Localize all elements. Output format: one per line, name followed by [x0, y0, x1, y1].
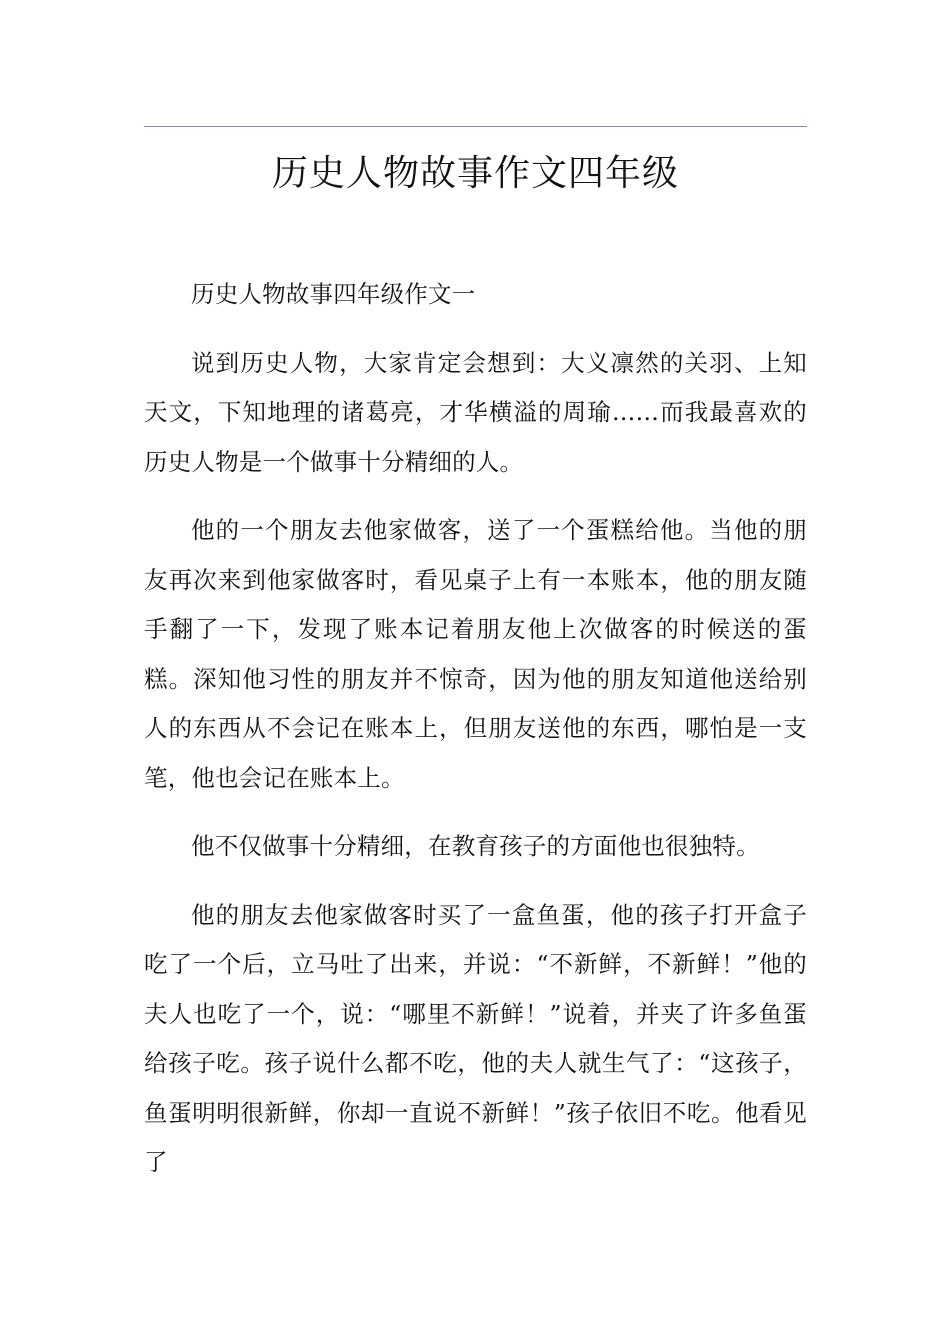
- document-title: 历史人物故事作文四年级: [271, 153, 679, 194]
- paragraph: 他的朋友去他家做客时买了一盒鱼蛋，他的孩子打开盒子吃了一个后，立马吐了出来，并说：“不新鲜，不新鲜！”他的夫人也吃了一个，说：“哪里不新鲜！”说着，并夹了许多鱼蛋给孩子吃。孩子说什么都不吃，他的夫人就生气了：“这孩子，鱼蛋明明很新鲜，你却一直说不新鲜！”孩子依旧不吃。他看见了: [144, 900, 807, 1176]
- paragraph: 他不仅做事十分精细，在教育孩子的方面他也很独特。: [191, 832, 760, 860]
- document-body: [144, 270, 807, 1207]
- paragraph: 说到历史人物，大家肯定会想到：大义凛然的关羽、上知天文，下知地理的诸葛亮，才华横溢的周瑜……而我最喜欢的历史人物是一个做事十分精细的人。: [144, 348, 807, 476]
- header-rule: [144, 126, 807, 127]
- paragraph: 他的一个朋友去他家做客，送了一个蛋糕给他。当他的朋友再次来到他家做客时，看见桌子上有一本账本，他的朋友随手翻了一下，发现了账本记着朋友他上次做客的时候送的蛋糕。深知他习性的朋友并不惊奇，因为他的朋友知道他送给别人的东西从不会记在账本上，但朋友送他的东西，哪怕是一支笔，他也会记在账本上。: [144, 516, 807, 792]
- section-heading: 历史人物故事四年级作文一: [191, 280, 476, 308]
